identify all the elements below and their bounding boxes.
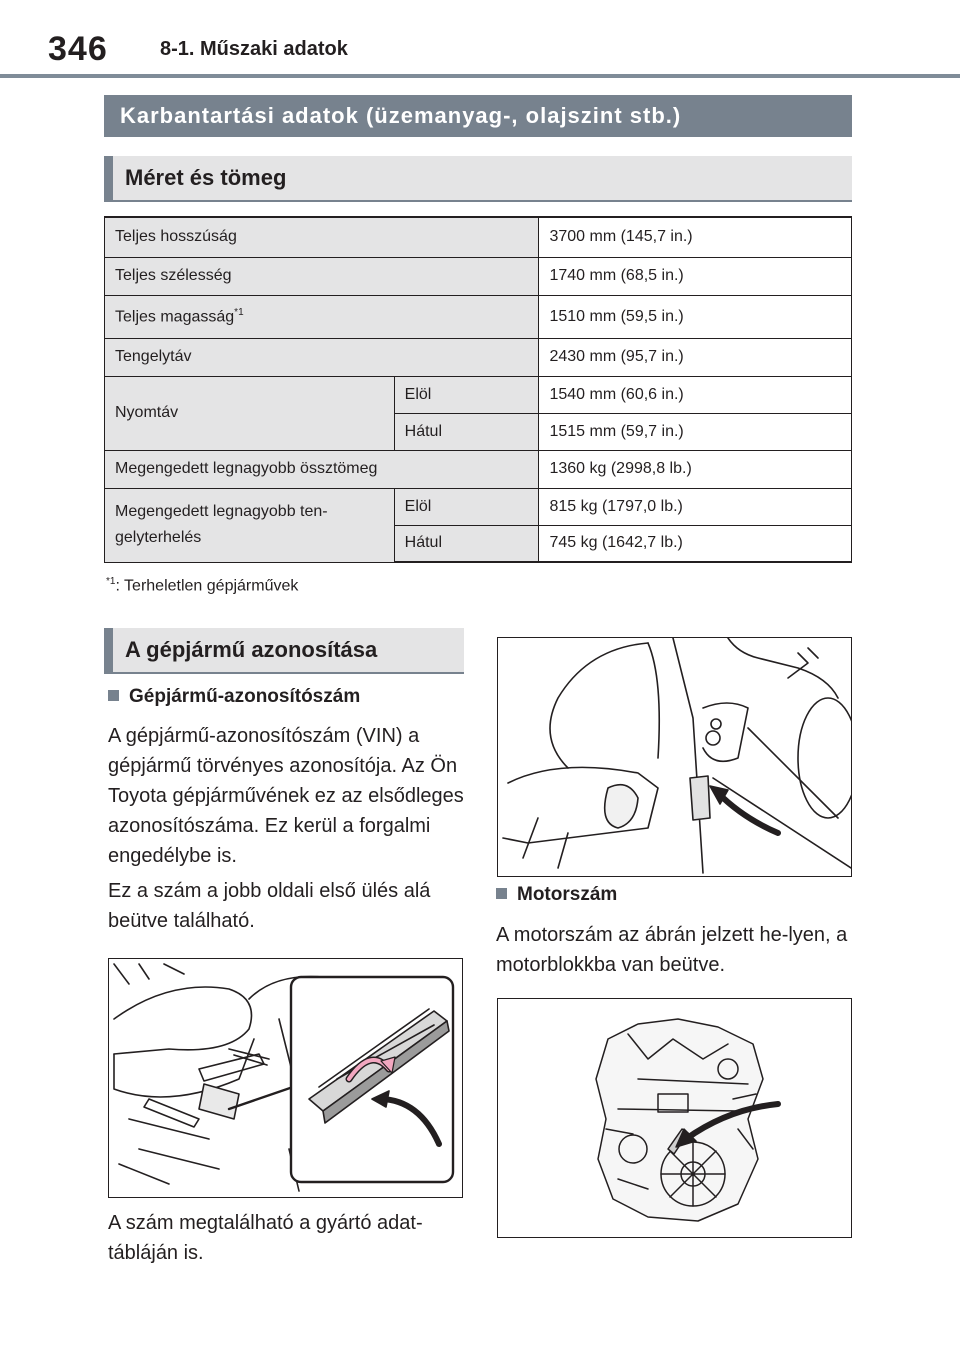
row-label: Tengelytáv	[105, 338, 539, 376]
vehicle-id-heading: A gépjármű azonosítása	[104, 628, 464, 674]
row-label: Megengedett legnagyobb össztömeg	[105, 450, 539, 488]
row-value: 2430 mm (95,7 in.)	[539, 338, 852, 376]
row-value: 1540 mm (60,6 in.)	[539, 376, 852, 413]
section-title: 8-1. Műszaki adatok	[160, 38, 348, 60]
seat-vin-illustration	[108, 958, 463, 1198]
table-row	[105, 338, 852, 376]
engine-illustration	[497, 998, 852, 1238]
row-sublabel: Hátul	[394, 413, 539, 450]
engine-number-subheading	[496, 884, 617, 906]
row-label: Teljes hosszúság	[105, 217, 539, 257]
vin-subheading	[108, 686, 360, 708]
page-number: 346	[48, 30, 108, 68]
row-label: Megengedett legnagyobb ten-gelyterhelés	[105, 488, 395, 562]
size-weight-heading: Méret és tömeg	[104, 156, 852, 202]
door-pillar-illustration	[497, 637, 852, 877]
table-row	[105, 217, 852, 257]
footnote-mark: *1	[234, 306, 244, 318]
row-value: 1510 mm (59,5 in.)	[539, 295, 852, 338]
table-footnote	[106, 576, 298, 595]
row-value: 1515 mm (59,7 in.)	[539, 413, 852, 450]
size-weight-table	[104, 216, 852, 563]
footnote-mark: *1	[106, 576, 116, 587]
engine-number-subheading-text: Motorszám	[517, 884, 618, 905]
main-section-banner: Karbantartási adatok (üzemanyag-, olajszint stb.)	[104, 95, 852, 137]
row-value: 1360 kg (2998,8 lb.)	[539, 450, 852, 488]
row-sublabel: Elöl	[394, 488, 539, 525]
engine-number-paragraph: A motorszám az ábrán jelzett he-lyen, a motorblokkba van beütve.	[496, 924, 848, 976]
row-label: Teljes szélesség	[105, 257, 539, 295]
row-value: 3700 mm (145,7 in.)	[539, 217, 852, 257]
row-sublabel: Elöl	[394, 376, 539, 413]
row-label: Nyomtáv	[105, 376, 395, 450]
row-value: 745 kg (1642,7 lb.)	[539, 525, 852, 562]
height-label-text: Teljes magasság	[115, 308, 235, 326]
row-sublabel: Hátul	[394, 525, 539, 562]
row-label	[105, 295, 539, 338]
vin-subheading-text: Gépjármű-azonosítószám	[129, 686, 361, 707]
square-bullet-icon	[108, 690, 119, 701]
square-bullet-icon	[496, 888, 507, 899]
table-row	[105, 257, 852, 295]
table-row	[105, 488, 852, 525]
row-value: 815 kg (1797,0 lb.)	[539, 488, 852, 525]
row-value: 1740 mm (68,5 in.)	[539, 257, 852, 295]
footnote-text: : Terheletlen gépjárművek	[115, 577, 299, 595]
vin-paragraph: A gépjármű-azonosítószám (VIN) a gépjármű törvényes azonosítója. Az Ön Toyota gépjárművének ez az elsődleges azonosítószáma. Ez kerül a forgalmi engedélybe is.	[108, 725, 464, 867]
vin-plate-caption: A szám megtalálható a gyártó adat-tábláján is.	[108, 1212, 423, 1264]
vin-location-paragraph: Ez a szám a jobb oldali első ülés alá beütve található.	[108, 880, 431, 932]
table-row	[105, 450, 852, 488]
table-row	[105, 376, 852, 413]
header-divider	[0, 74, 960, 78]
table-row	[105, 295, 852, 338]
